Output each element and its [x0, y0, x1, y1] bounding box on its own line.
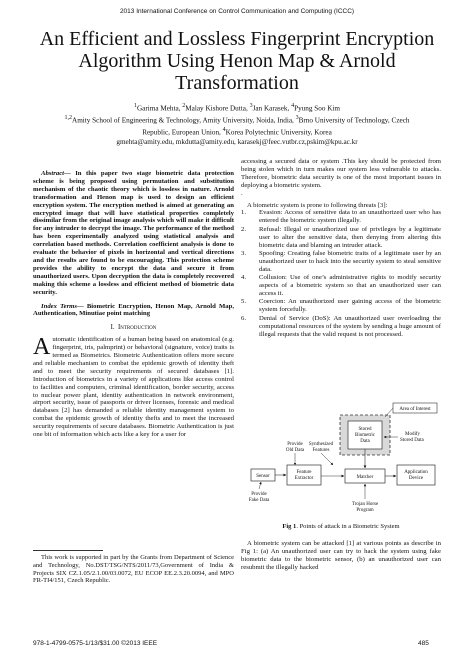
svg-text:Application: Application: [404, 470, 428, 475]
threats-intro: A biometric system is prone to following threats [3]:: [247, 201, 388, 209]
stray-dot: .: [241, 189, 243, 197]
svg-text:Sensor: Sensor: [256, 474, 270, 479]
threat-list: [241, 209, 441, 338]
svg-text:Data: Data: [360, 439, 370, 444]
author-emails: gmehta@amity.edu, mkdutta@amity.edu, karasekj@feec.vutbr.cz,pskim@kpu.ac.kr: [116, 137, 358, 146]
right-column: [241, 158, 441, 339]
list-item: 4. Collusion: Use of one’s administrative rights to modify security aspects of a biometric system so that an unauthorized user can access it.: [241, 274, 441, 297]
svg-text:Modify: Modify: [405, 432, 420, 437]
abstract-text: — In this paper two stage biometric data protection scheme is being proposed using permutation and substitution mechanism of the chaotic theory which is lossless in nature. Arnold transformation and Henon map is used to design an efficient encryption system. The encryption method is aimed at generating an encrypted image that will have statistical properties completely dissimilar from the original image analysis which will make it difficult for any intruder to decrypt the image. The performance of the method has been experimentally analyzed using statistical analysis and correlation based methods. Correlation coefficient analysis is done to evaluate the behavior of pixels in horizontal and vertical directions and the results are found to be encouraging. This protection scheme provides the ability to encrypt the data and secure it from unauthorized users. Upon decryption the data is completely recovered making this scheme a lossless and efficient method of biometric data security.: [33, 170, 234, 296]
list-item: 5. Coercion: An unauthorized user gaining access of the biometric system forcefully.: [241, 298, 441, 314]
svg-text:Biometric: Biometric: [355, 433, 375, 438]
intro-text: utomatic identification of a human being based on anatomical (e.g. fingerprint, iris, palmprint) or behavioral (signature, voice) traits is termed as Biometrics. Biometric Authentication offers more secure and reliable mechanism to combat the epidemic growth of identity theft and to meet the security requirements of secured databases [1]. Introduction of biometrics in a variety of applications like access control to facilities and computers, criminal identification, border security, access to nuclear power plant, identity authentication in network environment, airport security, issue of passports or driver licenses, forensic and medical databases [2] has demanded a reliable identity management system to combat the epidemic growth of identity thefts and to meet the increased security requirements of secure databases. Biometric Authentication is just one bit of information which acts like a key for a user for: [33, 336, 234, 439]
section-heading-introduction: I. Introduction: [110, 324, 157, 332]
list-item: 1. Evasion: Access of sensitive data to an unauthorized user who has entered the biometric system illegally.: [241, 209, 441, 225]
abstract: [33, 170, 234, 297]
svg-text:Stored Data: Stored Data: [400, 438, 424, 443]
svg-text:Provide: Provide: [251, 492, 267, 497]
list-item: 6. Denial of Service (DoS): An unauthorized user overloading the computational resources of the system by sending a huge amount of illegal requests that the valid request is not processed.: [241, 314, 441, 338]
list-item: 3. Spoofing: Creating false biometric traits of a legitimate user by an unauthorized user to hack into the security system to steal sensitive data.: [241, 249, 441, 273]
feature-extractor-box: [287, 465, 321, 485]
index-terms-text: — Biometric Encryption, Henon Map, Arnold Map, Authentication, Minutiae point matching: [33, 302, 235, 318]
svg-text:Matcher: Matcher: [356, 475, 374, 480]
svg-text:Program: Program: [356, 508, 374, 513]
footnote-rule: [33, 550, 103, 551]
svg-text:Stored: Stored: [358, 427, 372, 432]
abstract-label: Abstract: [41, 170, 65, 177]
after-figure-paragraph: A biometric system can be attacked [1] at various points as describe in Fig 1: (a) An unauthorized user can try to hack the system using fake biometric data to the biometric sensor, (b) an unauthorized user can resubmit the illegally hacked: [241, 540, 441, 571]
figure-caption: Fig 1. Points of attack in a Biometric System: [282, 523, 400, 530]
paper-title: An Efficient and Lossless Fingerprint Encryption Algorithm Using Henon Map & Arnold Transformation: [39, 28, 435, 94]
svg-text:Features: Features: [312, 448, 330, 453]
footnote: This work is supported in part by the Grants from Department of Science and Technology, No.DST/TSG/NTS/2011/73,Government of India & Projects SIX CZ.1.05/2.1.00/03.0072, EU ECOP EE.2.3.20.0094, and MPO FR-TI4/151, Czech Republic.: [33, 554, 234, 585]
svg-text:Extractor: Extractor: [294, 476, 314, 481]
svg-text:Provide: Provide: [287, 442, 303, 447]
svg-text:Trojan Horse: Trojan Horse: [351, 502, 379, 507]
svg-text:Device: Device: [408, 476, 424, 481]
intro-paragraph: [33, 336, 234, 439]
page-number: 485: [418, 640, 429, 647]
svg-text:Old Data: Old Data: [285, 448, 305, 453]
index-terms-label: Index Terms: [41, 302, 77, 310]
drop-cap: A: [33, 334, 51, 361]
index-terms: [33, 303, 234, 319]
isbn-line: 978-1-4799-0575-1/13/$31.00 ©2013 IEEE: [33, 640, 158, 647]
right-top-paragraph: accessing a secured data or system .This key should be protected from being stolen which in turn makes our system less vulnerable to attacks. Therefore, biometric data security is one of the most important issues in deploying a biometric system.: [241, 158, 441, 189]
list-item: 2. Refusal: Illegal or unauthorized use of privileges by a legitimate user to alter the sensitive data, then denying from altering this biometric data and blaming an intruder attack.: [241, 225, 441, 249]
svg-text:Feature: Feature: [296, 470, 312, 475]
affiliation-line-1: $^{1,2}$Amity School of Engineering & Technology, Amity University, Noida, India, $^3$Brno University of Technology, Czech: [64, 114, 410, 125]
svg-text:Synthesized: Synthesized: [308, 442, 334, 447]
svg-text:Fake Data: Fake Data: [248, 498, 270, 503]
author-names: $^1$Garima Mehta, $^2$Malay Kishore Dutta, $^3$Jan Karasek, $^4$Pyung Soo Kim: [133, 103, 341, 113]
attack-points-diagram: [245, 401, 441, 521]
application-device-box: [397, 465, 435, 485]
left-column: [33, 170, 234, 439]
author-block: [20, 102, 454, 147]
conference-header: 2013 International Conference on Control Communication and Computing (ICCC): [119, 8, 355, 15]
affiliation-line-2: Republic, European Union, $^4$Korea Polytechnic University, Korea: [142, 126, 332, 137]
area-of-interest-label: Area of Interest: [399, 407, 431, 412]
